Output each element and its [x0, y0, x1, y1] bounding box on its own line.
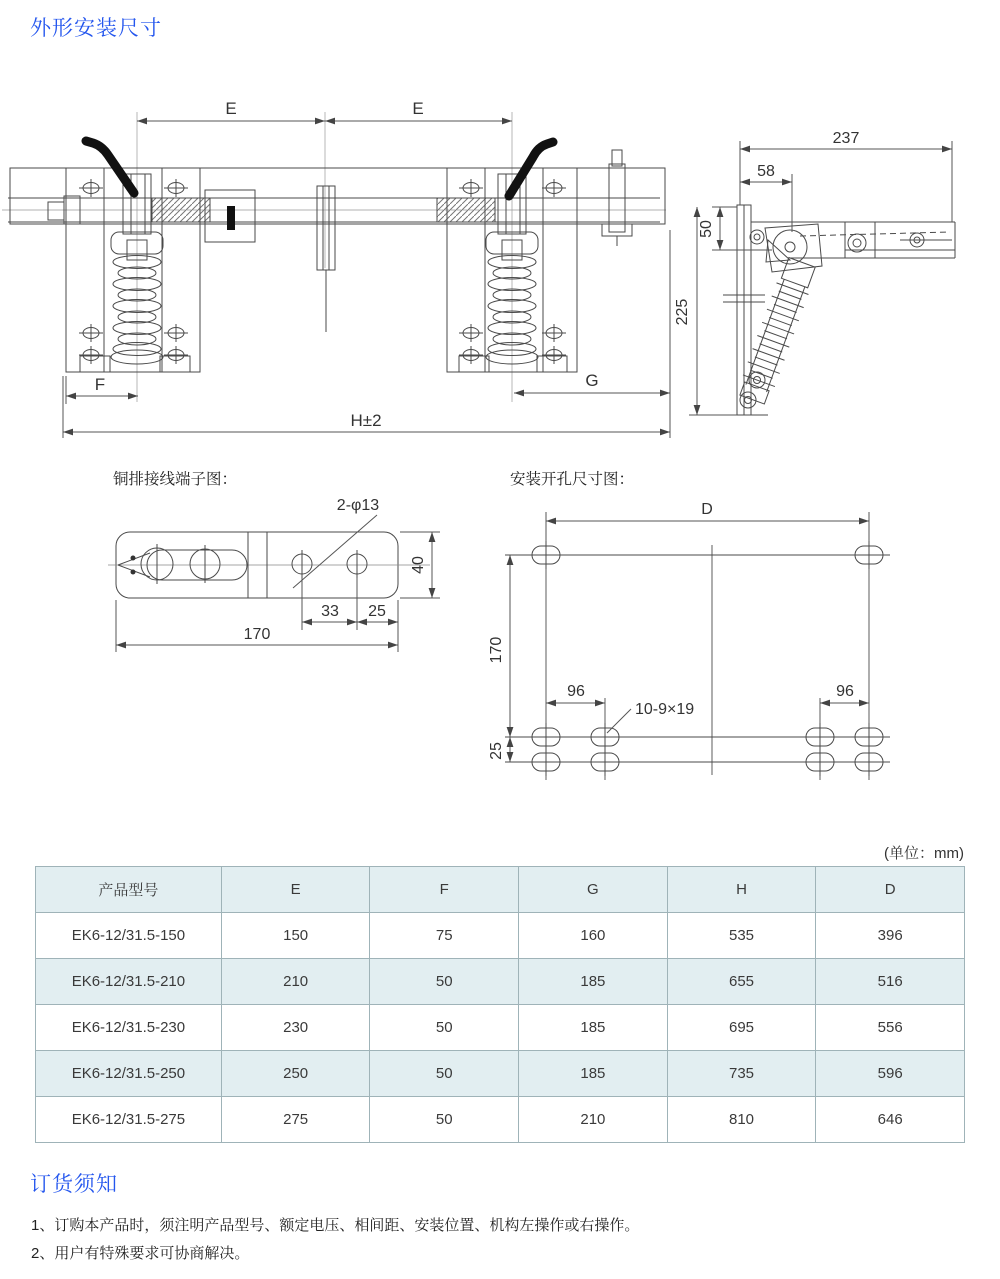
- col-header-g: G: [519, 867, 668, 913]
- dim-h-label: H±2: [350, 411, 382, 430]
- cell-h: 535: [667, 913, 816, 959]
- col-header-d: D: [816, 867, 965, 913]
- cell-h: 735: [667, 1051, 816, 1097]
- cell-d: 396: [816, 913, 965, 959]
- table-row: [36, 959, 965, 1005]
- cell-g: 185: [519, 1051, 668, 1097]
- terminal-diagram-label: 铜排接线端子图：: [113, 471, 238, 488]
- mounting-hole-diagram: [488, 470, 890, 780]
- cell-model: EK6-12/31.5-250: [36, 1051, 222, 1097]
- dim-25v-label: 25: [488, 742, 505, 760]
- dim-58-label: 58: [757, 163, 775, 180]
- table-row: [36, 1005, 965, 1051]
- cell-e: 210: [221, 959, 370, 1005]
- cell-h: 695: [667, 1005, 816, 1051]
- ordering-note-1: 1、订购本产品时，须注明产品型号、额定电压、相间距、安装位置、机构左操作或右操作。: [31, 1217, 640, 1234]
- dim-96-right-label: 96: [836, 683, 854, 700]
- dim-40-label: 40: [410, 556, 427, 574]
- cell-model: EK6-12/31.5-275: [36, 1097, 222, 1143]
- side-view-drawing: [674, 130, 955, 415]
- front-view-drawing: [2, 99, 670, 438]
- cell-model: EK6-12/31.5-150: [36, 913, 222, 959]
- dim-f-label: F: [94, 375, 106, 394]
- mounting-diagram-label: 安装开孔尺寸图：: [510, 471, 635, 488]
- cell-d: 516: [816, 959, 965, 1005]
- ordering-section-title: 订货须知: [30, 1173, 118, 1196]
- unit-note: (单位：mm): [884, 845, 964, 862]
- dim-170-label: 170: [243, 626, 271, 643]
- dim-237-label: 237: [832, 130, 860, 147]
- cell-e: 150: [221, 913, 370, 959]
- technical-drawings: [0, 60, 1000, 805]
- cell-d: 596: [816, 1051, 965, 1097]
- col-header-h: H: [667, 867, 816, 913]
- dim-e1-label: E: [225, 99, 237, 118]
- table-header-row: [36, 867, 965, 913]
- col-header-e: E: [221, 867, 370, 913]
- cell-e: 275: [221, 1097, 370, 1143]
- cell-model: EK6-12/31.5-210: [36, 959, 222, 1005]
- table-row: [36, 913, 965, 959]
- table-row: [36, 1051, 965, 1097]
- cell-e: 230: [221, 1005, 370, 1051]
- cell-g: 185: [519, 1005, 668, 1051]
- page-title: 外形安装尺寸: [30, 17, 162, 40]
- cell-f: 50: [370, 1005, 519, 1051]
- dim-170v-label: 170: [488, 636, 505, 664]
- cell-f: 50: [370, 959, 519, 1005]
- cell-d: 646: [816, 1097, 965, 1143]
- dim-e2-label: E: [412, 99, 424, 118]
- dimension-table: [35, 866, 965, 1143]
- cell-g: 160: [519, 913, 668, 959]
- cell-model: EK6-12/31.5-230: [36, 1005, 222, 1051]
- cell-h: 655: [667, 959, 816, 1005]
- dim-slots-label: 10-9×19: [635, 701, 695, 718]
- cell-f: 50: [370, 1051, 519, 1097]
- cell-g: 185: [519, 959, 668, 1005]
- dim-50-label: 50: [698, 220, 715, 238]
- ordering-note-2: 2、用户有特殊要求可协商解决。: [31, 1245, 250, 1262]
- col-header-f: F: [370, 867, 519, 913]
- col-header-model: 产品型号: [36, 867, 222, 913]
- dim-33-label: 33: [321, 603, 339, 620]
- dim-g-label: G: [585, 371, 599, 390]
- cell-f: 50: [370, 1097, 519, 1143]
- dim-25-label: 25: [368, 603, 386, 620]
- cell-e: 250: [221, 1051, 370, 1097]
- cell-g: 210: [519, 1097, 668, 1143]
- terminal-diagram: [108, 470, 440, 652]
- dim-96-left-label: 96: [567, 683, 585, 700]
- table-row: [36, 1097, 965, 1143]
- dim-225-label: 225: [674, 298, 691, 326]
- dim-d-label: D: [701, 501, 713, 518]
- left-operating-handle-icon: [86, 141, 134, 193]
- cell-f: 75: [370, 913, 519, 959]
- dim-2phi13-label: 2-φ13: [336, 497, 380, 514]
- cell-h: 810: [667, 1097, 816, 1143]
- cell-d: 556: [816, 1005, 965, 1051]
